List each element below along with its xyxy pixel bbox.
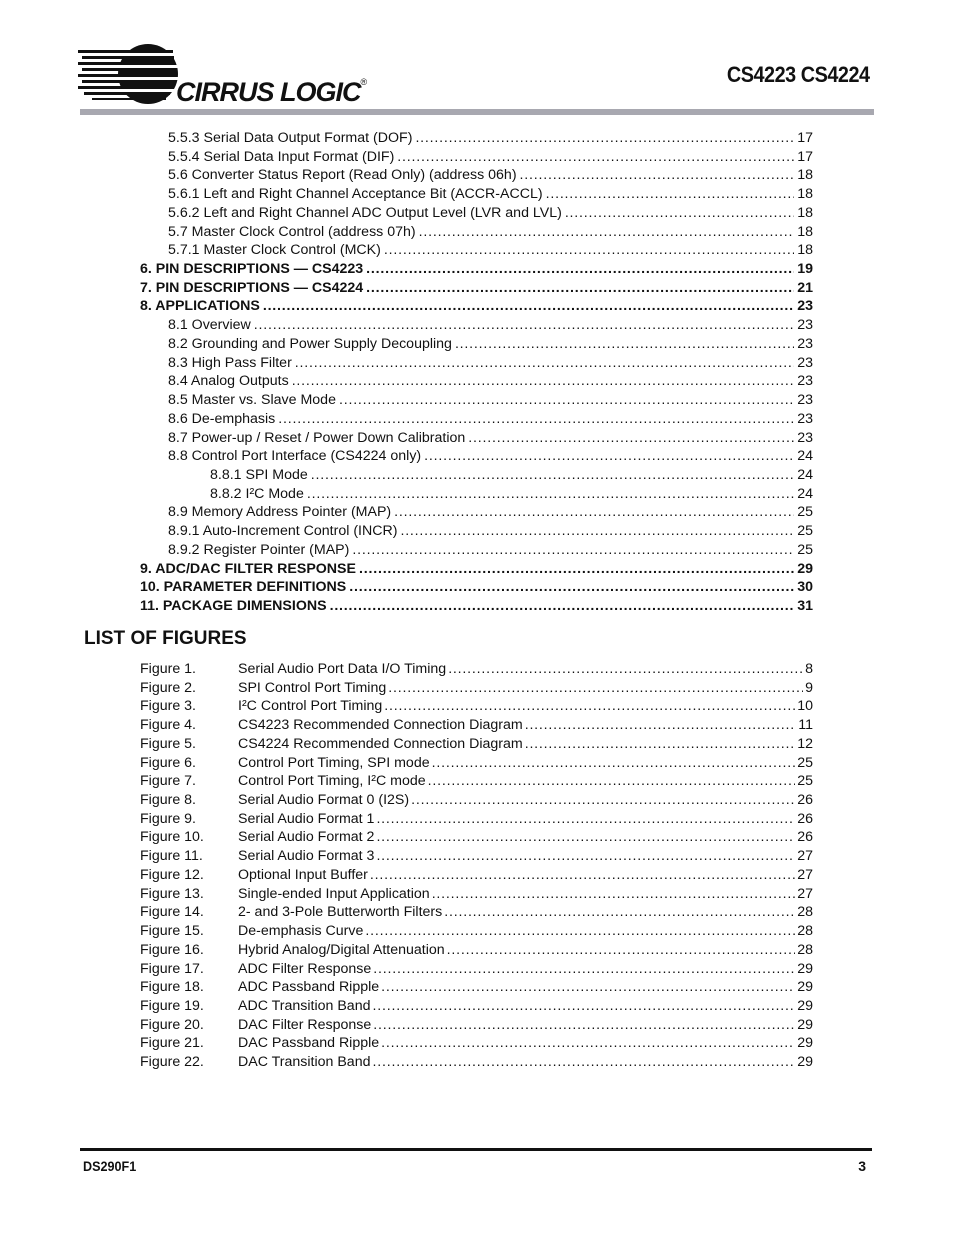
figure-caption: Serial Audio Format 3	[238, 848, 375, 865]
figure-entry[interactable]	[140, 923, 813, 942]
figure-leader-dots	[373, 961, 795, 977]
toc-entry-page: 23	[797, 373, 813, 390]
figure-caption: Hybrid Analog/Digital Attenuation	[238, 941, 445, 958]
toc-entry-page: 24	[797, 448, 813, 465]
figure-leader-dots	[384, 698, 795, 714]
toc-entry-page: 25	[797, 541, 813, 558]
toc-leader-dots	[419, 224, 795, 240]
figure-page: 28	[797, 941, 813, 958]
figure-number: Figure 14.	[140, 904, 204, 921]
toc-entry-page: 18	[797, 242, 813, 259]
toc-entry[interactable]	[168, 430, 813, 449]
page-number: 3	[858, 1158, 866, 1174]
toc-entry-label: 8.5 Master vs. Slave Mode	[168, 392, 336, 409]
figure-page: 11	[798, 717, 813, 734]
toc-entry-label: 9. ADC/DAC FILTER RESPONSE	[140, 560, 356, 577]
toc-entry-label: 8.8.1 SPI Mode	[210, 466, 308, 483]
toc-leader-dots	[366, 280, 794, 296]
toc-entry-page: 17	[797, 130, 813, 146]
figure-leader-dots	[432, 886, 796, 902]
toc-entry-label: 8. APPLICATIONS	[140, 298, 260, 315]
figure-caption: De-emphasis Curve	[238, 923, 364, 940]
toc-leader-dots	[307, 486, 794, 502]
toc-entry-label: 5.7.1 Master Clock Control (MCK)	[168, 242, 381, 259]
figure-number: Figure 7.	[140, 773, 196, 790]
figure-number: Figure 11.	[140, 848, 203, 865]
figure-leader-dots	[381, 979, 795, 995]
toc-entry-label: 8.7 Power-up / Reset / Power Down Calibration	[168, 429, 466, 446]
figure-number: Figure 21.	[140, 1035, 204, 1052]
figure-caption: Control Port Timing, SPI mode	[238, 754, 430, 771]
figure-entry[interactable]	[140, 680, 813, 699]
figure-caption: Serial Audio Format 2	[238, 829, 375, 846]
toc-entry[interactable]	[168, 224, 813, 243]
figure-caption: DAC Transition Band	[238, 1054, 371, 1071]
document-title: CS4223 CS4224	[727, 62, 870, 87]
figure-caption: DAC Filter Response	[238, 1016, 372, 1033]
figure-entry[interactable]	[140, 961, 813, 980]
toc-entry[interactable]	[168, 149, 813, 168]
figure-page: 9	[805, 679, 813, 696]
registered-mark: ®	[360, 77, 367, 87]
toc-entry-page: 25	[797, 523, 813, 540]
figure-number: Figure 5.	[140, 735, 196, 752]
figure-leader-dots	[372, 998, 795, 1014]
toc-leader-dots	[263, 298, 794, 314]
figure-caption: CS4223 Recommended Connection Diagram	[238, 717, 523, 734]
figure-leader-dots	[448, 661, 803, 677]
figure-leader-dots	[447, 942, 796, 958]
toc-entry-page: 21	[797, 279, 813, 296]
toc-entry-page: 31	[797, 598, 813, 614]
toc-leader-dots	[565, 205, 794, 221]
figure-caption: Single-ended Input Application	[238, 885, 430, 902]
toc-entry[interactable]	[168, 205, 813, 224]
figure-page: 27	[797, 866, 813, 883]
figure-page: 10	[797, 698, 813, 715]
toc-entry-page: 23	[797, 317, 813, 334]
toc-entry[interactable]	[210, 467, 813, 486]
figure-entry[interactable]	[140, 717, 813, 736]
figure-number: Figure 6.	[140, 754, 196, 771]
toc-entry-label: 8.8.2 I²C Mode	[210, 485, 304, 502]
toc-leader-dots	[455, 336, 794, 352]
figure-entry[interactable]	[140, 904, 813, 923]
figure-number: Figure 12.	[140, 866, 204, 883]
header-rule	[80, 109, 874, 115]
toc-entry-label: 8.9.1 Auto-Increment Control (INCR)	[168, 523, 398, 540]
figure-page: 29	[797, 979, 813, 996]
figure-entry[interactable]	[140, 848, 813, 867]
toc-entry[interactable]	[140, 579, 813, 598]
toc-entry[interactable]	[168, 411, 813, 430]
toc-leader-dots	[254, 317, 794, 333]
toc-entry-label: 5.6 Converter Status Report (Read Only) (address 06h)	[168, 167, 517, 184]
figure-leader-dots	[376, 848, 795, 864]
toc-leader-dots	[415, 130, 794, 146]
figure-entry[interactable]	[140, 773, 813, 792]
figure-leader-dots	[525, 736, 796, 752]
toc-entry[interactable]	[168, 392, 813, 411]
toc-entry-page: 24	[797, 466, 813, 483]
toc-entry[interactable]	[168, 504, 813, 523]
figure-caption: Serial Audio Format 0 (I2S)	[238, 792, 410, 809]
toc-entry[interactable]	[168, 317, 813, 336]
toc-leader-dots	[424, 448, 794, 464]
toc-entry-label: 8.2 Grounding and Power Supply Decoupling	[168, 335, 452, 352]
toc-entry[interactable]	[168, 130, 813, 149]
figure-entry[interactable]	[140, 867, 813, 886]
toc-leader-dots	[311, 467, 794, 483]
toc-leader-dots	[352, 542, 794, 558]
toc-entry-label: 8.9 Memory Address Pointer (MAP)	[168, 504, 392, 521]
logo-text: CIRRUS LOGIC	[176, 77, 361, 107]
toc-entry-label: 5.5.3 Serial Data Output Format (DOF)	[168, 130, 413, 146]
figure-caption: I²C Control Port Timing	[238, 698, 383, 715]
toc-leader-dots	[295, 355, 794, 371]
figure-entry[interactable]	[140, 792, 813, 811]
figure-number: Figure 13.	[140, 885, 204, 902]
figure-page: 28	[797, 923, 813, 940]
figure-page: 25	[797, 754, 813, 771]
figure-leader-dots	[525, 717, 797, 733]
toc-entry[interactable]	[140, 261, 813, 280]
toc-entry[interactable]	[140, 280, 813, 299]
figure-caption: 2- and 3-Pole Butterworth Filters	[238, 904, 443, 921]
toc-leader-dots	[400, 523, 794, 539]
figure-leader-dots	[376, 829, 795, 845]
toc-entry-page: 23	[797, 392, 813, 409]
toc-entry[interactable]	[168, 186, 813, 205]
figure-leader-dots	[411, 792, 795, 808]
figure-number: Figure 17.	[140, 960, 204, 977]
figure-caption: ADC Passband Ripple	[238, 979, 380, 996]
figure-leader-dots	[365, 923, 795, 939]
figure-leader-dots	[376, 811, 795, 827]
toc-entry-label: 8.6 De-emphasis	[168, 410, 276, 427]
figure-page: 26	[797, 810, 813, 827]
toc-entry-page: 24	[797, 485, 813, 502]
figure-entry[interactable]	[140, 661, 813, 680]
toc-entry[interactable]	[140, 561, 813, 580]
cirrus-logic-logo	[78, 44, 367, 107]
toc-entry-label: 8.4 Analog Outputs	[168, 373, 289, 390]
toc-leader-dots	[394, 504, 794, 520]
toc-entry[interactable]	[168, 523, 813, 542]
figure-leader-dots	[388, 680, 803, 696]
toc-entry[interactable]	[168, 448, 813, 467]
figure-entry[interactable]	[140, 755, 813, 774]
figure-number: Figure 2.	[140, 679, 196, 696]
figure-leader-dots	[444, 904, 795, 920]
figure-page: 28	[797, 904, 813, 921]
figure-page: 29	[797, 997, 813, 1014]
toc-leader-dots	[468, 430, 794, 446]
document-id: DS290F1	[83, 1158, 137, 1174]
figure-entry[interactable]	[140, 942, 813, 961]
toc-leader-dots	[397, 149, 794, 165]
toc-leader-dots	[359, 561, 794, 577]
toc-entry-label: 8.3 High Pass Filter	[168, 354, 292, 371]
list-of-figures-heading: LIST OF FIGURES	[84, 628, 247, 649]
toc-entry-page: 23	[797, 410, 813, 427]
figure-page: 29	[797, 960, 813, 977]
figure-number: Figure 16.	[140, 941, 204, 958]
toc-entry-page: 19	[797, 261, 813, 278]
toc-entry-label: 5.6.2 Left and Right Channel ADC Output Level (LVR and LVL)	[168, 204, 562, 221]
figure-page: 29	[797, 1054, 813, 1071]
figure-leader-dots	[428, 773, 796, 789]
figure-page: 8	[805, 661, 813, 677]
figure-page: 29	[797, 1016, 813, 1033]
toc-entry-page: 18	[797, 186, 813, 203]
logo-swoosh-icon	[78, 44, 188, 106]
toc-leader-dots	[384, 242, 794, 258]
figure-caption: Serial Audio Format 1	[238, 810, 375, 827]
figure-number: Figure 9.	[140, 810, 196, 827]
figure-entry[interactable]	[140, 829, 813, 848]
toc-entry-page: 18	[797, 204, 813, 221]
toc-entry-page: 17	[797, 148, 813, 165]
figure-caption: CS4224 Recommended Connection Diagram	[238, 735, 523, 752]
figure-page: 12	[797, 735, 813, 752]
toc-entry[interactable]	[210, 486, 813, 505]
toc-leader-dots	[292, 373, 795, 389]
toc-leader-dots	[349, 579, 794, 595]
toc-leader-dots	[546, 186, 795, 202]
figure-caption: ADC Filter Response	[238, 960, 372, 977]
figure-number: Figure 10.	[140, 829, 204, 846]
figure-number: Figure 15.	[140, 923, 204, 940]
figure-number: Figure 1.	[140, 661, 196, 677]
toc-entry-page: 18	[797, 167, 813, 184]
toc-entry-page: 23	[797, 298, 813, 315]
figure-entry[interactable]	[140, 1035, 813, 1054]
toc-entry-label: 11. PACKAGE DIMENSIONS	[140, 598, 327, 614]
figure-entry[interactable]	[140, 1017, 813, 1036]
figure-entry[interactable]	[140, 886, 813, 905]
figure-entry[interactable]	[140, 698, 813, 717]
toc-leader-dots	[366, 261, 794, 277]
toc-entry-page: 23	[797, 335, 813, 352]
figure-caption: DAC Passband Ripple	[238, 1035, 380, 1052]
figure-caption: Optional Input Buffer	[238, 866, 368, 883]
toc-entry[interactable]	[168, 355, 813, 374]
toc-leader-dots	[330, 598, 795, 614]
toc-entry-label: 5.7 Master Clock Control (address 07h)	[168, 223, 416, 240]
figure-caption: Control Port Timing, I²C mode	[238, 773, 426, 790]
figure-number: Figure 22.	[140, 1054, 204, 1071]
toc-entry[interactable]	[168, 373, 813, 392]
toc-entry[interactable]	[168, 242, 813, 261]
figure-entry[interactable]	[140, 979, 813, 998]
toc-entry-page: 29	[797, 560, 813, 577]
toc-entry-label: 6. PIN DESCRIPTIONS — CS4223	[140, 261, 364, 278]
figure-page: 27	[797, 885, 813, 902]
figure-number: Figure 8.	[140, 792, 196, 809]
figure-number: Figure 3.	[140, 698, 196, 715]
toc-entry[interactable]	[140, 298, 813, 317]
toc-entry-page: 25	[797, 504, 813, 521]
toc-entry-label: 5.5.4 Serial Data Input Format (DIF)	[168, 148, 395, 165]
figure-number: Figure 4.	[140, 717, 196, 734]
toc-entry-page: 18	[797, 223, 813, 240]
figure-caption: Serial Audio Port Data I/O Timing	[238, 661, 447, 677]
figure-leader-dots	[372, 1054, 795, 1070]
toc-entry[interactable]	[168, 336, 813, 355]
figure-page: 25	[797, 773, 813, 790]
figure-page: 26	[797, 829, 813, 846]
toc-entry-page: 30	[797, 579, 813, 596]
toc-entry-label: 8.1 Overview	[168, 317, 251, 334]
figure-number: Figure 20.	[140, 1016, 204, 1033]
figure-leader-dots	[373, 1017, 795, 1033]
figure-leader-dots	[381, 1035, 795, 1051]
toc-entry-label: 7. PIN DESCRIPTIONS — CS4224	[140, 279, 364, 296]
toc-entry-label: 5.6.1 Left and Right Channel Acceptance Bit (ACCR-ACCL)	[168, 186, 543, 203]
figure-entry[interactable]	[140, 1054, 813, 1073]
toc-leader-dots	[339, 392, 794, 408]
figure-entry[interactable]	[140, 811, 813, 830]
toc-leader-dots	[278, 411, 794, 427]
toc-entry-page: 23	[797, 354, 813, 371]
toc-leader-dots	[520, 167, 795, 183]
figure-page: 26	[797, 792, 813, 809]
toc-entry-page: 23	[797, 429, 813, 446]
figure-leader-dots	[370, 867, 795, 883]
toc-entry-label: 8.9.2 Register Pointer (MAP)	[168, 541, 350, 558]
figure-number: Figure 19.	[140, 997, 204, 1014]
toc-entry[interactable]	[168, 167, 813, 186]
figure-caption: ADC Transition Band	[238, 997, 371, 1014]
figure-number: Figure 18.	[140, 979, 204, 996]
toc-entry[interactable]	[168, 542, 813, 561]
figure-page: 27	[797, 848, 813, 865]
toc-entry-label: 10. PARAMETER DEFINITIONS	[140, 579, 347, 596]
figure-entry[interactable]	[140, 998, 813, 1017]
toc-entry[interactable]	[140, 598, 813, 617]
figure-page: 29	[797, 1035, 813, 1052]
toc-entry-label: 8.8 Control Port Interface (CS4224 only)	[168, 448, 422, 465]
footer-rule	[80, 1148, 872, 1151]
figure-caption: SPI Control Port Timing	[238, 679, 387, 696]
figure-leader-dots	[432, 755, 796, 771]
figure-entry[interactable]	[140, 736, 813, 755]
